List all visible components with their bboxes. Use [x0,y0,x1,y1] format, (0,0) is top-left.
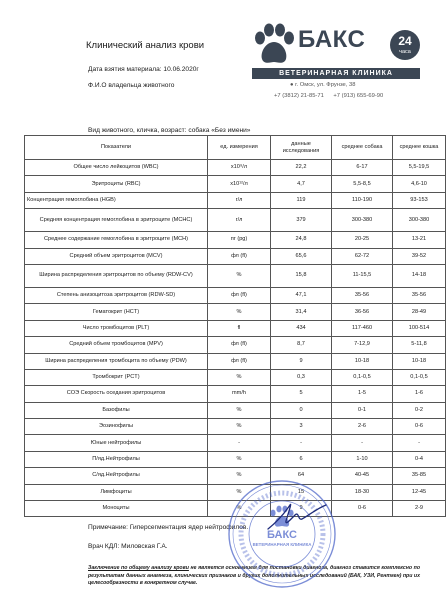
clinic-logo [252,24,420,112]
table-row [25,160,446,176]
table-row [25,287,446,303]
result-cell: - [271,435,332,451]
page-title: Клинический анализ крови [86,40,205,51]
cat-reference-cell: 35-56 [393,287,446,303]
result-cell: 379 [271,209,332,232]
result-cell: 64 [271,468,332,484]
table-row [25,337,446,353]
clinic-address [290,82,355,88]
parameter-cell: Тромбокрит (PCT) [25,369,208,385]
dog-reference-cell: 5,5-8,5 [332,176,393,192]
header-unit: ед. измерения [208,136,271,160]
unit-cell: пг (pg) [208,232,271,248]
conclusion-text: не является основанием для постановки диагноза, диагноз ставится комплексно по результатам данных анамнеза, клинических признаков и других дополнительных исследований (БАК, УЗИ, Рентген) при их целесообразности в конкретном случае. [88,565,420,587]
unit-cell: г/л [208,192,271,208]
result-cell: 9 [271,353,332,369]
result-cell: 4,7 [271,176,332,192]
stamp-subtitle: ВЕТЕРИНАРНАЯ КЛИНИКА [252,542,312,547]
parameter-cell: Степень анизоцитоза эритроцитов (RDW-SD) [25,287,208,303]
dog-reference-cell: 0,1-0,5 [332,369,393,385]
cat-reference-cell: 14-18 [393,264,446,287]
conclusion-label: Заключение по общему анализу крови [88,565,189,571]
clinic-name: БАКС [298,26,366,53]
table-row [25,386,446,402]
location-pin-icon: ● [290,82,294,88]
cat-reference-cell: 10-18 [393,353,446,369]
parameter-cell: Средний объем тромбоцитов (MPV) [25,337,208,353]
parameter-cell: Среднее содержание гемоглобина в эритроците (MCH) [25,232,208,248]
dog-reference-cell: 18-30 [332,484,393,500]
result-cell: 6 [271,451,332,467]
parameter-cell: Эритроциты (RBC) [25,176,208,192]
cat-reference-cell: 5-11,8 [393,337,446,353]
dog-reference-cell: 2-6 [332,419,393,435]
result-cell: 65,6 [271,248,332,264]
hours-number: 24 [398,34,412,48]
parameter-cell: П/яд.Нейтрофилы [25,451,208,467]
cat-reference-cell: 100-514 [393,320,446,336]
parameter-cell: Общее число лейкоцитов (WBC) [25,160,208,176]
result-cell: 3 [271,419,332,435]
header-dog-reference: среднее собака [332,136,393,160]
unit-cell: % [208,419,271,435]
cat-reference-cell: 0-2 [393,402,446,418]
cat-reference-cell: 4,6-10 [393,176,446,192]
unit-cell: % [208,484,271,500]
cat-reference-cell: 35-85 [393,468,446,484]
table-row [25,369,446,385]
result-cell: 8,7 [271,337,332,353]
result-cell: 5 [271,386,332,402]
unit-cell: % [208,451,271,467]
dog-reference-cell: 300-380 [332,209,393,232]
table-row [25,264,446,287]
dog-reference-cell: 20-25 [332,232,393,248]
paw-icon [252,24,296,66]
cat-reference-cell: - [393,435,446,451]
parameter-cell: Число тромбоцитов (PLT) [25,320,208,336]
cat-reference-cell: 2-9 [393,501,446,517]
unit-cell: fl [208,320,271,336]
result-cell: 24,8 [271,232,332,248]
result-cell: 47,1 [271,287,332,303]
hours-badge [390,30,420,60]
doctor-line: Врач КДЛ: Миловская Г.А. [88,543,168,550]
address-text: г. Омск, ул. Фрунзе, 38 [295,82,356,88]
dog-reference-cell: 6-17 [332,160,393,176]
cat-reference-cell: 0-6 [393,419,446,435]
unit-cell: г/л [208,209,271,232]
cat-reference-cell: 0-4 [393,451,446,467]
sample-date: Дата взятия материала: 10.06.2020г [88,66,199,73]
phone-2: +7 (913) 655-69-90 [333,93,384,99]
unit-cell: x10¹²/л [208,176,271,192]
parameter-cell: Моноциты [25,501,208,517]
table-row [25,192,446,208]
header-cat-reference: среднее кошка [393,136,446,160]
table-row [25,248,446,264]
dog-reference-cell: 36-56 [332,304,393,320]
result-cell: 9 [271,501,332,517]
unit-cell: % [208,264,271,287]
result-cell: 15,8 [271,264,332,287]
result-cell: 0 [271,402,332,418]
unit-cell: - [208,435,271,451]
parameter-cell: Ширина распределения тромбоцита по объему (PDW) [25,353,208,369]
cat-reference-cell: 13-21 [393,232,446,248]
dog-reference-cell: 40-45 [332,468,393,484]
results-table [24,135,446,517]
unit-cell: фл (fl) [208,337,271,353]
result-cell: 22,2 [271,160,332,176]
unit-cell: % [208,501,271,517]
table-row [25,435,446,451]
animal-info-line: Вид животного, кличка, возраст: собака «Без имени» [88,127,251,134]
clinic-phones [274,93,391,99]
table-row [25,419,446,435]
cat-reference-cell: 0,1-0,5 [393,369,446,385]
dog-reference-cell: 7-12,9 [332,337,393,353]
table-body [25,160,446,517]
table-row [25,320,446,336]
parameter-cell: Концентрация гемоглобина (HGB) [25,192,208,208]
dog-reference-cell: 110-190 [332,192,393,208]
parameter-cell: Средний объем эритроцитов (MCV) [25,248,208,264]
parameter-cell: Средняя концентрация гемоглобина в эритроците (MCHC) [25,209,208,232]
result-cell: 434 [271,320,332,336]
unit-cell: x10⁹/л [208,160,271,176]
cat-reference-cell: 300-380 [393,209,446,232]
result-cell: 0,3 [271,369,332,385]
dog-reference-cell: 0-6 [332,501,393,517]
table-row [25,209,446,232]
unit-cell: фл (fl) [208,353,271,369]
unit-cell: фл (fl) [208,248,271,264]
header-result: данные исследования [271,136,332,160]
parameter-cell: Ширина распределения эритроцитов по объему (RDW-CV) [25,264,208,287]
dog-reference-cell: - [332,435,393,451]
table-row [25,451,446,467]
stamp-name: БАКС [267,529,297,541]
parameter-cell: СОЭ Скорость оседания эритроцитов [25,386,208,402]
note-text: Примечание: Гиперсегментация ядер нейтрофилов. [88,524,249,531]
unit-cell: % [208,304,271,320]
table-row [25,176,446,192]
dog-reference-cell: 35-56 [332,287,393,303]
cat-reference-cell: 28-49 [393,304,446,320]
table-row [25,402,446,418]
hours-unit: часа [399,49,411,55]
unit-cell: % [208,369,271,385]
parameter-cell: Юные нейтрофилы [25,435,208,451]
parameter-cell: Эозинофилы [25,419,208,435]
cat-reference-cell: 1-6 [393,386,446,402]
phone-1: +7 (3812) 21-85-71 [274,93,324,99]
table-row [25,304,446,320]
table-row [25,232,446,248]
dog-reference-cell: 11-15,5 [332,264,393,287]
parameter-cell: Гематокрит (HCT) [25,304,208,320]
header-parameter: Показатели [25,136,208,160]
unit-cell: mm/h [208,386,271,402]
parameter-cell: Лимфоциты [25,484,208,500]
table-header-row [25,136,446,160]
parameter-cell: Базофилы [25,402,208,418]
result-cell: 31,4 [271,304,332,320]
result-cell: 119 [271,192,332,208]
doctor-signature [264,499,328,535]
result-cell: 15 [271,484,332,500]
cat-reference-cell: 12-45 [393,484,446,500]
table-row [25,353,446,369]
unit-cell: фл (fl) [208,287,271,303]
owner-name-line: Ф.И.О владельца животного [88,82,175,89]
unit-cell: % [208,468,271,484]
cat-reference-cell: 5,5-19,5 [393,160,446,176]
dog-reference-cell: 117-460 [332,320,393,336]
dog-reference-cell: 0-1 [332,402,393,418]
dog-reference-cell: 1-5 [332,386,393,402]
cat-reference-cell: 93-153 [393,192,446,208]
clinic-subtitle: ВЕТЕРИНАРНАЯ КЛИНИКА [252,68,420,79]
dog-reference-cell: 1-10 [332,451,393,467]
dog-reference-cell: 62-72 [332,248,393,264]
parameter-cell: С/яд.Нейтрофилы [25,468,208,484]
dog-reference-cell: 10-18 [332,353,393,369]
cat-reference-cell: 39-52 [393,248,446,264]
unit-cell: % [208,402,271,418]
